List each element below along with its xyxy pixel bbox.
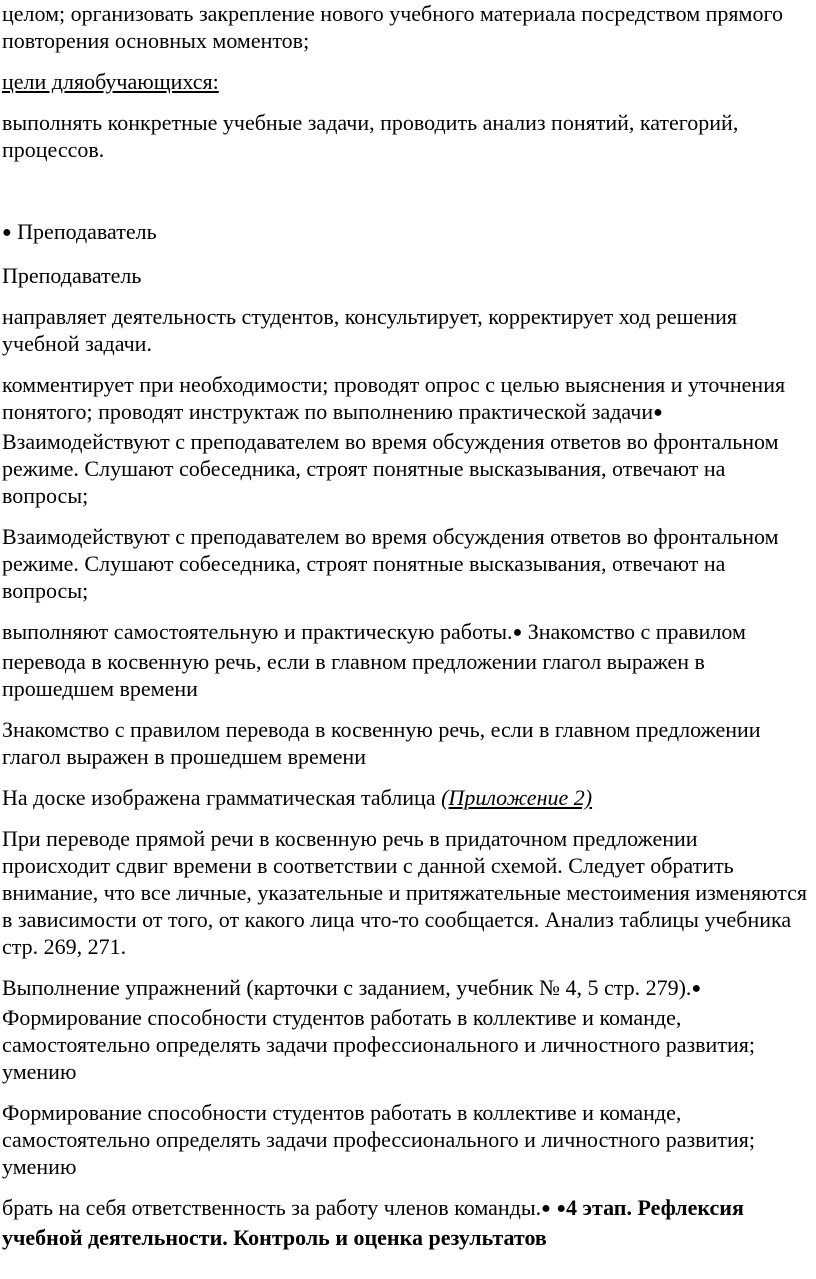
paragraph-6-text: направляет деятельность студентов, консультирует, корректирует ход решения учебной задачи.	[2, 304, 738, 356]
paragraph-9-text-a: выполняют самостоятельную и практическую работы.	[2, 619, 513, 644]
paragraph-12-text: При переводе прямой речи в косвенную речь в придаточном предложении происходит сдвиг времени в соответствии с данной схемой. Следует обратить внимание, что все личные, указательные и притяжательные местоимения изменяются в зависимости от того, от какого лица что-то сообщается. Анализ таблицы учебника стр. 269, 271.	[2, 826, 808, 959]
paragraph-5-text: Преподаватель	[2, 263, 142, 288]
paragraph-7	[2, 371, 810, 509]
appendix-link[interactable]: (Приложение 2)	[441, 785, 593, 810]
bullet-icon: ●	[691, 980, 702, 997]
stage-4-heading: 4 этап. Рефлексия учебной деятельности. Контроль и оценка результатов	[2, 1195, 744, 1250]
paragraph-2	[2, 68, 810, 95]
paragraph-3-text: выполнять конкретные учебные задачи, проводить анализ понятий, категорий, процессов.	[2, 110, 739, 162]
paragraph-5	[2, 262, 810, 289]
paragraph-11-text: На доске изображена грамматическая таблица	[2, 785, 442, 810]
paragraph-15-text-a: брать на себя ответственность за работу членов команды.	[2, 1195, 542, 1220]
paragraph-11	[2, 784, 810, 811]
bullet-icon: ●	[512, 624, 523, 641]
paragraph-6	[2, 303, 810, 357]
bullet-icon: ●	[653, 404, 663, 421]
paragraph-13-text-b: Формирование способности студентов работать в коллективе и команде, самостоятельно определять задачи профессионального и личностного развития; умению	[2, 1005, 755, 1084]
paragraph-10	[2, 716, 810, 770]
paragraph-7-text-a: комментирует при необходимости; проводят опрос с целью выяснения и уточнения понятого; проводят инструктаж по выполнению практической задачи	[2, 372, 786, 424]
paragraph-7-text-b: Взаимодействуют с преподавателем во время обсуждения ответов во фронтальном режиме. Слушают собеседника, строят понятные высказывания, отвечают на вопросы;	[2, 429, 779, 508]
paragraph-9-text-b: Знакомство с правилом перевода в косвенную речь, если в главном предложении глагол выражен в прошедшем времени	[2, 619, 746, 701]
paragraph-1-text: целом; организовать закрепление нового учебного материала посредством прямого повторения основных моментов;	[2, 1, 783, 53]
paragraph-13-text-a: Выполнение упражнений (карточки с заданием, учебник № 4, 5 стр. 279).	[2, 975, 692, 1000]
learner-goals-heading: цели дляобучающихся:	[2, 69, 219, 94]
paragraph-3	[2, 109, 810, 163]
paragraph-14	[2, 1099, 810, 1180]
bullet-icon: ●	[541, 1200, 551, 1217]
paragraph-13	[2, 974, 810, 1085]
bullet-icon: ●	[2, 224, 12, 241]
paragraph-4-text: Преподаватель	[11, 219, 157, 244]
paragraph-12	[2, 825, 810, 960]
paragraph-15	[2, 1194, 810, 1251]
paragraph-8	[2, 523, 810, 604]
paragraph-14-text: Формирование способности студентов работать в коллективе и команде, самостоятельно определять задачи профессионального и личностного развития; умению	[2, 1100, 755, 1179]
paragraph-10-text: Знакомство с правилом перевода в косвенную речь, если в главном предложении глагол выражен в прошедшем времени	[2, 717, 761, 769]
bullet-icon: ●	[556, 1200, 566, 1217]
paragraph-8-text: Взаимодействуют с преподавателем во время обсуждения ответов во фронтальном режиме. Слушают собеседника, строят понятные высказывания, отвечают на вопросы;	[2, 524, 779, 603]
paragraph-1	[2, 0, 810, 54]
paragraph-4	[2, 218, 810, 248]
paragraph-9	[2, 618, 810, 702]
spacer	[2, 177, 810, 218]
